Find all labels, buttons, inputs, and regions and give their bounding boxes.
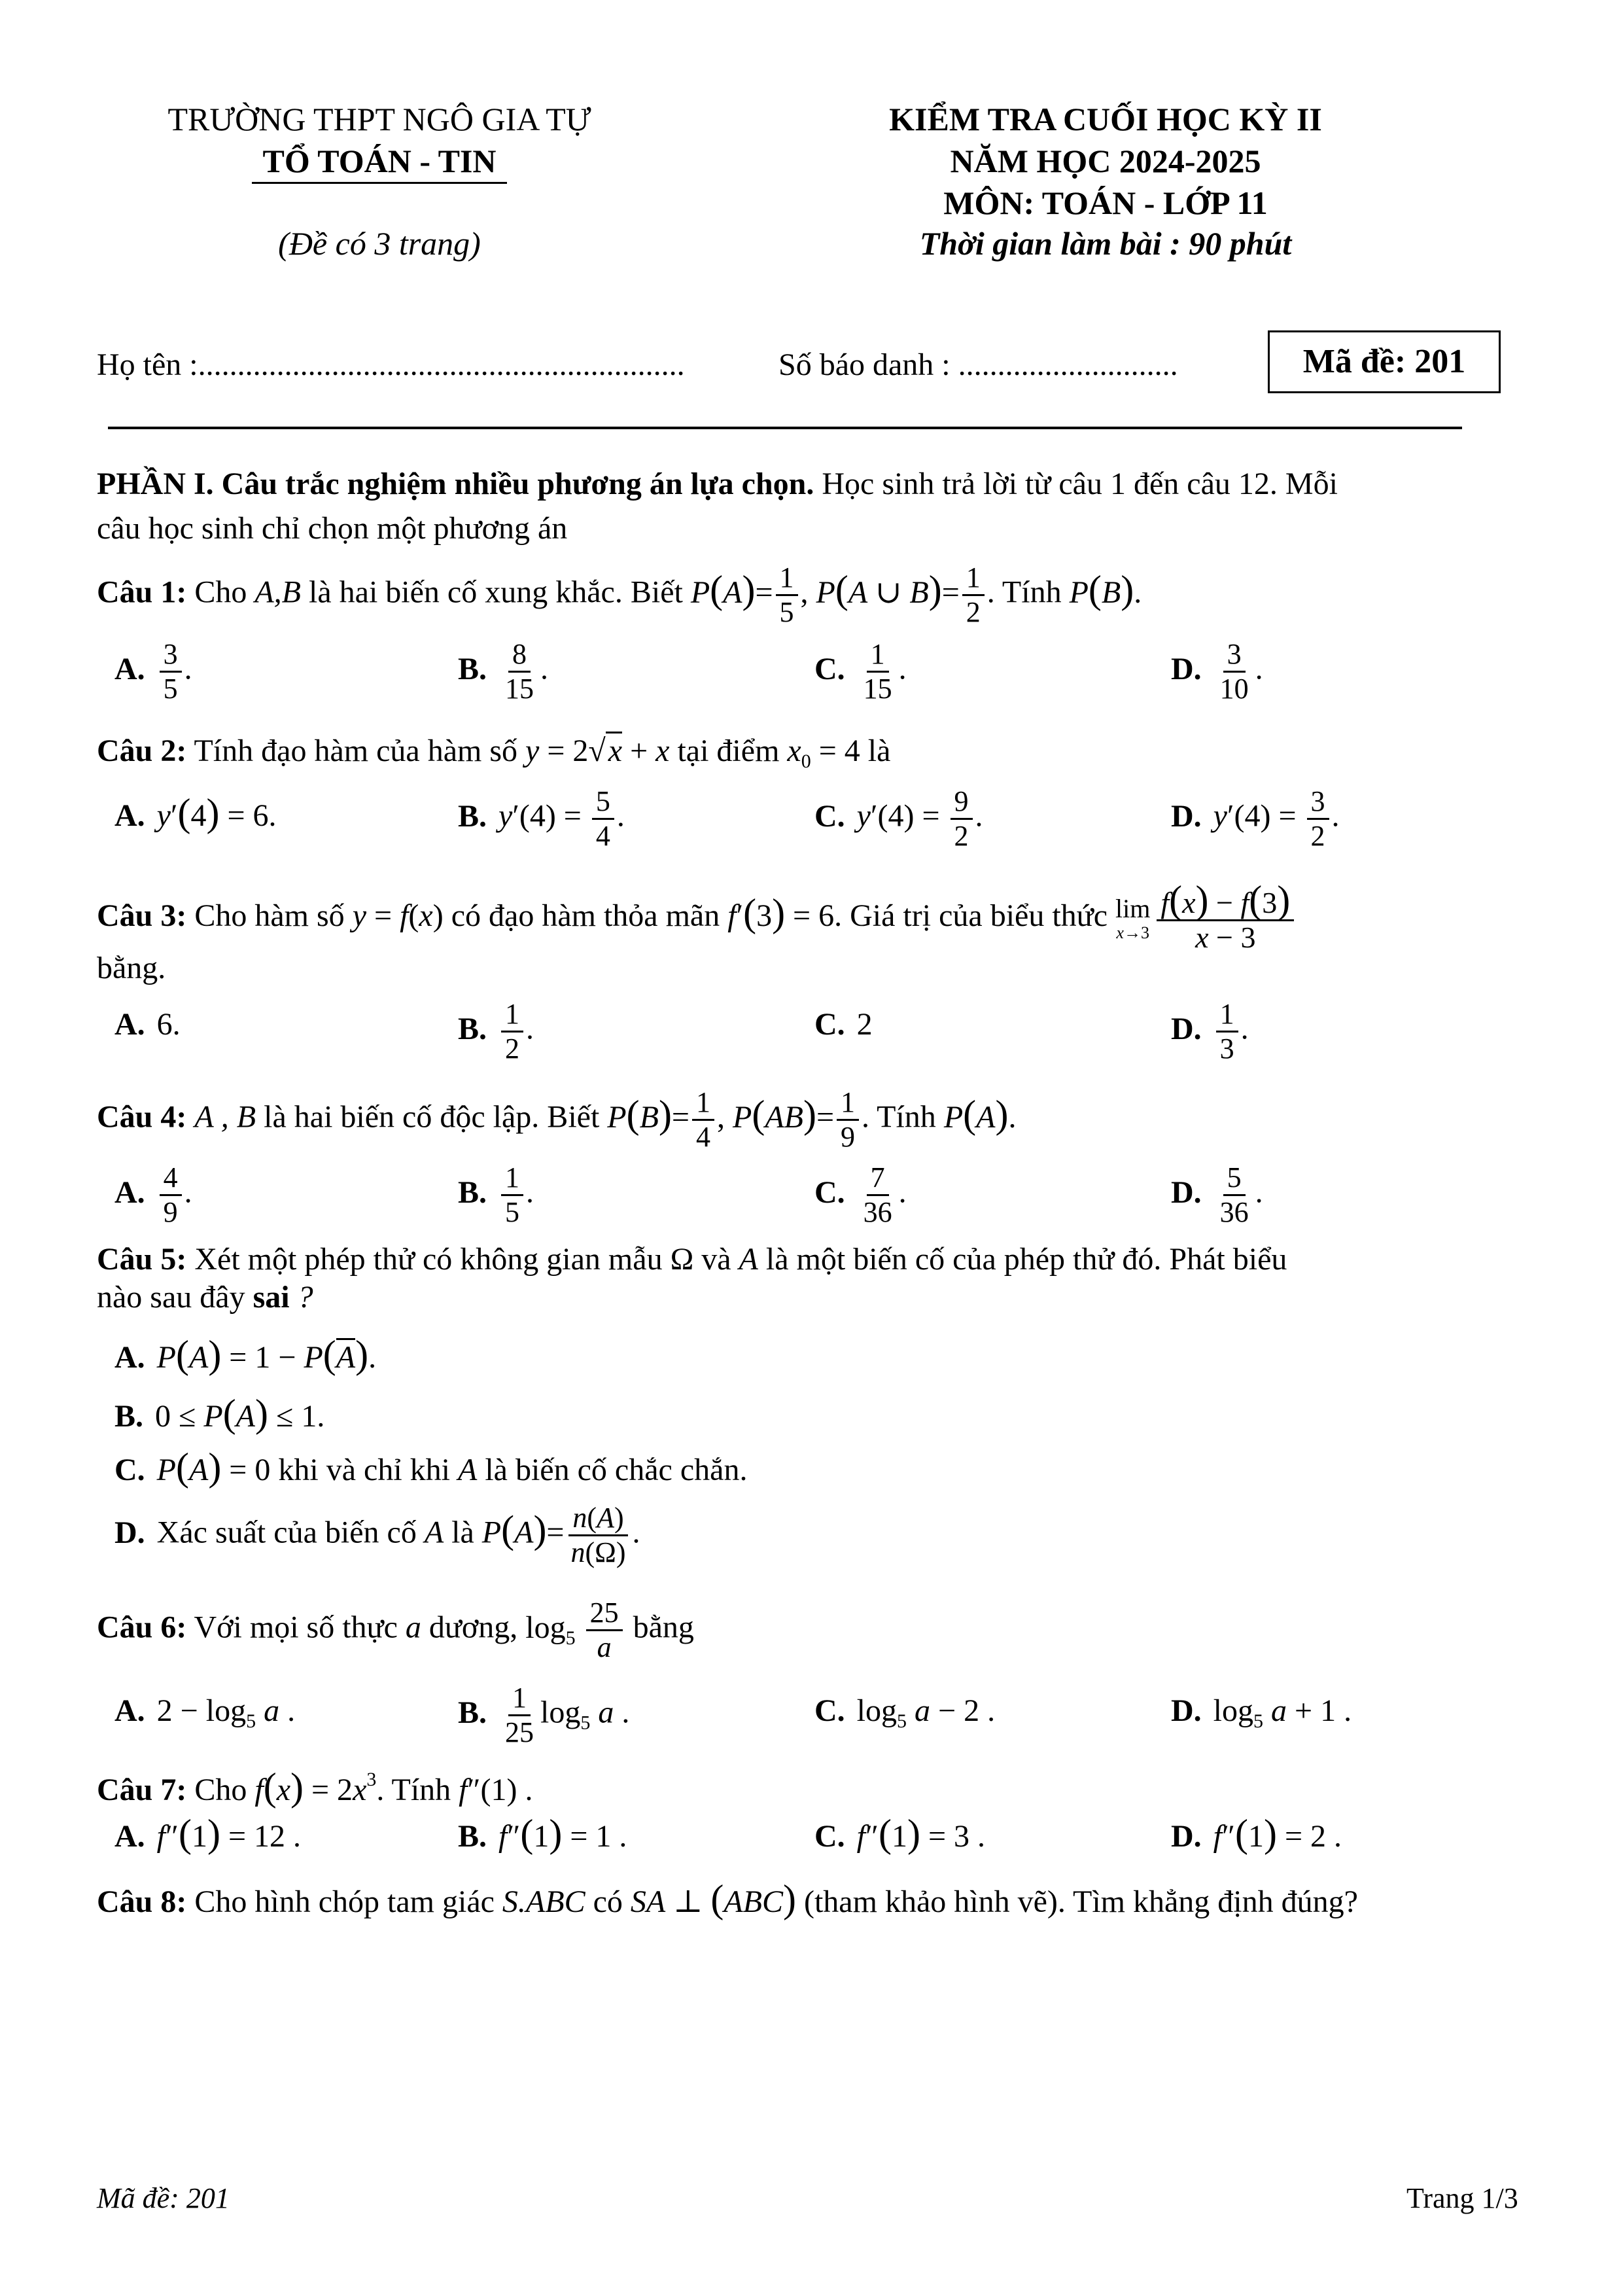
option-label: C. (114, 1453, 145, 1487)
part1-instruction-1: Học sinh trả lời từ câu 1 đến câu 12. Mỗi (822, 467, 1338, 501)
option-label: B. (458, 1695, 487, 1730)
q2-option-c[interactable]: C. y′(4) = $\frac{9}{2}$ . (814, 785, 983, 852)
q5-option-b[interactable]: B. 0 ≤ P(A) ≤ 1. (114, 1392, 325, 1435)
question-5 (97, 1240, 1287, 1279)
q1-text-1: Cho (194, 574, 247, 610)
footer-page-number: Trang 1/3 (1406, 2182, 1518, 2214)
q2-option-b[interactable]: B. y′(4) = $\frac{5}{4}$ . (458, 785, 625, 852)
q8-text-2: có (593, 1884, 623, 1919)
q5-label: Câu 5: (97, 1242, 187, 1277)
q3-condition: f′(3) = 6 (727, 891, 835, 935)
q5-optd-text-2: là (451, 1515, 474, 1550)
option-label: B. (114, 1399, 144, 1434)
school-name: TRƯỜNG THPT NGÔ GIA TỰ (167, 101, 591, 137)
option-label: C. (814, 1819, 845, 1854)
department-name: TỔ TOÁN - TIN (262, 143, 497, 179)
exam-title: KIỂM TRA CUỐI HỌC KỲ II (889, 101, 1322, 137)
question-6 (97, 1597, 694, 1664)
q1-formula: P(A)= $\frac{1}{5}$ , P(A ∪ B)= $\frac{1}{2}$ (691, 575, 987, 610)
q4-events: A , B (194, 1099, 256, 1135)
q7-option-d[interactable]: D. f″(1) = 2 . (1171, 1812, 1342, 1855)
option-label: D. (1171, 651, 1202, 686)
q1-option-b[interactable]: B. $\frac{8}{15}$ . (458, 638, 549, 705)
q1-label: Câu 1: (97, 574, 187, 610)
part1-title: PHẦN I. Câu trắc nghiệm nhiều phương án lựa chọn. (97, 467, 814, 501)
option-label: A. (114, 651, 145, 686)
q5-text-2: và (701, 1242, 731, 1277)
q4-option-c[interactable]: C. $\frac{7}{36}$ . (814, 1161, 907, 1228)
option-label: B. (458, 798, 487, 834)
q1-text-3: . Tính (986, 574, 1062, 610)
q8-label: Câu 8: (97, 1884, 187, 1919)
q3-limit: lim x→3 $\frac{f(x) - f(3)}{x - 3}$ (1115, 883, 1297, 954)
question-4 (97, 1086, 1016, 1154)
q7-option-b[interactable]: B. f″(1) = 1 . (458, 1812, 627, 1855)
q5-event: A (739, 1242, 758, 1277)
q1-target: P(B). (1069, 567, 1142, 611)
question-3 (97, 878, 1297, 954)
q5-text-6: ? (297, 1280, 313, 1315)
q1-option-d[interactable]: D. $\frac{3}{10}$ . (1171, 638, 1263, 705)
subject: MÔN: TOÁN - LỚP 11 (943, 185, 1268, 221)
q5-option-d[interactable]: D. Xác suất của biến cố A là P(A)= $\frac{n(A)}{n(\Omega)}$ . (114, 1502, 640, 1568)
q7-function: $f(x) = 2x^3$ (254, 1765, 377, 1809)
q7-text-1: Cho (194, 1773, 247, 1807)
q1-option-c[interactable]: C. $\frac{1}{15}$ . (814, 638, 907, 705)
option-label: D. (1171, 798, 1202, 834)
q3-option-c[interactable]: C. 2 (814, 1007, 873, 1042)
q6-text-1: Với mọi số thực (194, 1610, 398, 1645)
q5-option-c[interactable]: C. P(A) = 0 khi và chỉ khi A là biến cố chắc chắn. (114, 1445, 748, 1489)
q7-target: f″(1) . (459, 1773, 533, 1807)
q2-label: Câu 2: (97, 733, 187, 768)
exam-code: Mã đề: 201 (1302, 343, 1466, 380)
q2-option-a[interactable]: A. y′(4) = 6. (114, 791, 277, 834)
department-underline (252, 182, 507, 184)
option-label: B. (458, 651, 487, 686)
name-field-label: Họ tên :.............................................................. (97, 347, 685, 382)
q5-optc-text-2: là biến cố chắc chắn. (485, 1453, 748, 1487)
q1-option-a[interactable]: A. $\frac{3}{5}$ . (114, 638, 192, 705)
q2-function: y = 2√x + x (525, 732, 669, 768)
q7-text-2: . Tính (376, 1773, 451, 1807)
q6-option-d[interactable]: D. $\log_5 a + 1$ . (1171, 1693, 1352, 1732)
q7-option-c[interactable]: C. f″(1) = 3 . (814, 1812, 986, 1855)
q6-var: a (405, 1610, 421, 1645)
option-label: A. (114, 798, 145, 833)
option-label: C. (814, 1007, 845, 1042)
question-8 (97, 1879, 1358, 1922)
option-label: B. (458, 1819, 487, 1854)
q3-option-b[interactable]: B. $\frac{1}{2}$ . (458, 998, 534, 1065)
q2-text-3: là (867, 733, 891, 768)
option-label: A. (114, 1819, 145, 1854)
q2-point: $x_0 = 4$ (787, 733, 860, 772)
q5-text-4: nào sau đây (97, 1280, 245, 1315)
q5-optd-text: Xác suất của biến cố (156, 1515, 417, 1550)
q5-text-5: sai (253, 1280, 290, 1315)
option-label: B. (458, 1011, 487, 1046)
q4-label: Câu 4: (97, 1099, 187, 1135)
q8-pyramid: S.ABC (502, 1884, 585, 1919)
q5-optc-text: khi và chỉ khi (278, 1453, 450, 1487)
q8-text-3: (tham khảo hình vẽ). Tìm khẳng định đúng? (803, 1884, 1358, 1919)
option-label: D. (1171, 1819, 1202, 1854)
q3-function: y = f(x) (352, 898, 444, 934)
q6-expr: $\log_5$ $\frac{25}{a}$ (525, 1610, 625, 1645)
q6-option-c[interactable]: C. $\log_5 a - 2$ . (814, 1693, 996, 1732)
q4-target: P(A). (943, 1092, 1017, 1136)
q4-option-d[interactable]: D. $\frac{5}{36}$ . (1171, 1161, 1263, 1228)
q2-text-1: Tính đạo hàm của hàm số (194, 733, 518, 768)
q2-option-d[interactable]: D. y′(4) = $\frac{3}{2}$ . (1171, 785, 1340, 852)
q5-option-a[interactable]: A. P(A) = 1 − P(A). (114, 1333, 377, 1376)
q4-option-b[interactable]: B. $\frac{1}{5}$ . (458, 1161, 534, 1228)
q4-text-2: . Tính (862, 1099, 936, 1135)
option-label: D. (1171, 1693, 1202, 1728)
q6-label: Câu 6: (97, 1610, 187, 1645)
option-label: C. (814, 1174, 845, 1210)
option-label: D. (114, 1515, 145, 1550)
q1-text-2: là hai biến cố xung khắc. Biết (309, 574, 683, 610)
q2-text-2: tại điểm (677, 733, 780, 768)
q8-text-1: Cho hình chóp tam giác (194, 1884, 495, 1919)
q5-omega: Ω (670, 1242, 694, 1277)
q6-option-b[interactable]: B. $\frac{1}{25}$ $\log_5 a$ . (458, 1682, 630, 1748)
option-label: C. (814, 798, 845, 834)
q5-line-2 (97, 1278, 313, 1317)
q7-option-a[interactable]: A. f″(1) = 12 . (114, 1812, 302, 1855)
q4-option-a[interactable]: A. $\frac{4}{9}$ . (114, 1161, 192, 1228)
student-id-label: Số báo danh : ............................ (778, 347, 1178, 382)
option-label: A. (114, 1340, 145, 1375)
exam-code-box (1268, 330, 1501, 393)
q6-text-2: dương, (428, 1610, 518, 1645)
q5-text-1: Xét một phép thử có không gian mẫu (194, 1242, 663, 1277)
question-2 (97, 732, 890, 781)
header-divider (108, 427, 1462, 429)
option-label: C. (814, 1693, 845, 1728)
q4-text-1: là hai biến cố độc lập. Biết (264, 1099, 600, 1135)
q3-text-1: Cho hàm số (194, 898, 345, 934)
part1-instruction-2: câu học sinh chỉ chọn một phương án (97, 511, 568, 546)
question-7 (97, 1760, 532, 1810)
q3-label: Câu 3: (97, 898, 187, 934)
duration: Thời gian làm bài : 90 phút (919, 225, 1292, 262)
page-note: (Đề có 3 trang) (278, 225, 481, 262)
option-label: C. (814, 651, 845, 686)
q7-label: Câu 7: (97, 1773, 187, 1807)
q4-formula: P(B)= $\frac{1}{4}$ , P(AB)= $\frac{1}{9}$ (607, 1100, 862, 1135)
q3-text-4: bằng. (97, 951, 166, 985)
option-label: B. (458, 1174, 487, 1210)
q1-events: A,B (254, 574, 301, 610)
option-label: A. (114, 1007, 145, 1042)
q6-option-a[interactable]: A. $2 - \log_5 a$ . (114, 1693, 296, 1732)
option-label: A. (114, 1174, 145, 1210)
q5-text-3: là một biến cố của phép thử đó. Phát biểu (765, 1242, 1287, 1277)
q3-text-3: . Giá trị của biểu thức (834, 898, 1108, 934)
question-1 (97, 561, 1142, 629)
q3-option-d[interactable]: D. $\frac{1}{3}$ . (1171, 998, 1249, 1065)
option-label: D. (1171, 1011, 1202, 1046)
q8-condition: SA ⊥ (ABC) (630, 1877, 796, 1920)
part1-heading-line (97, 465, 1338, 504)
option-label: D. (1171, 1174, 1202, 1210)
footer-exam-code: Mã đề: 201 (97, 2182, 230, 2214)
q6-text-3: bằng (633, 1610, 694, 1645)
school-year: NĂM HỌC 2024-2025 (950, 143, 1261, 179)
option-label: A. (114, 1693, 145, 1728)
q3-option-a[interactable]: A. 6. (114, 1007, 181, 1042)
q3-text-2: có đạo hàm thỏa mãn (451, 898, 720, 934)
